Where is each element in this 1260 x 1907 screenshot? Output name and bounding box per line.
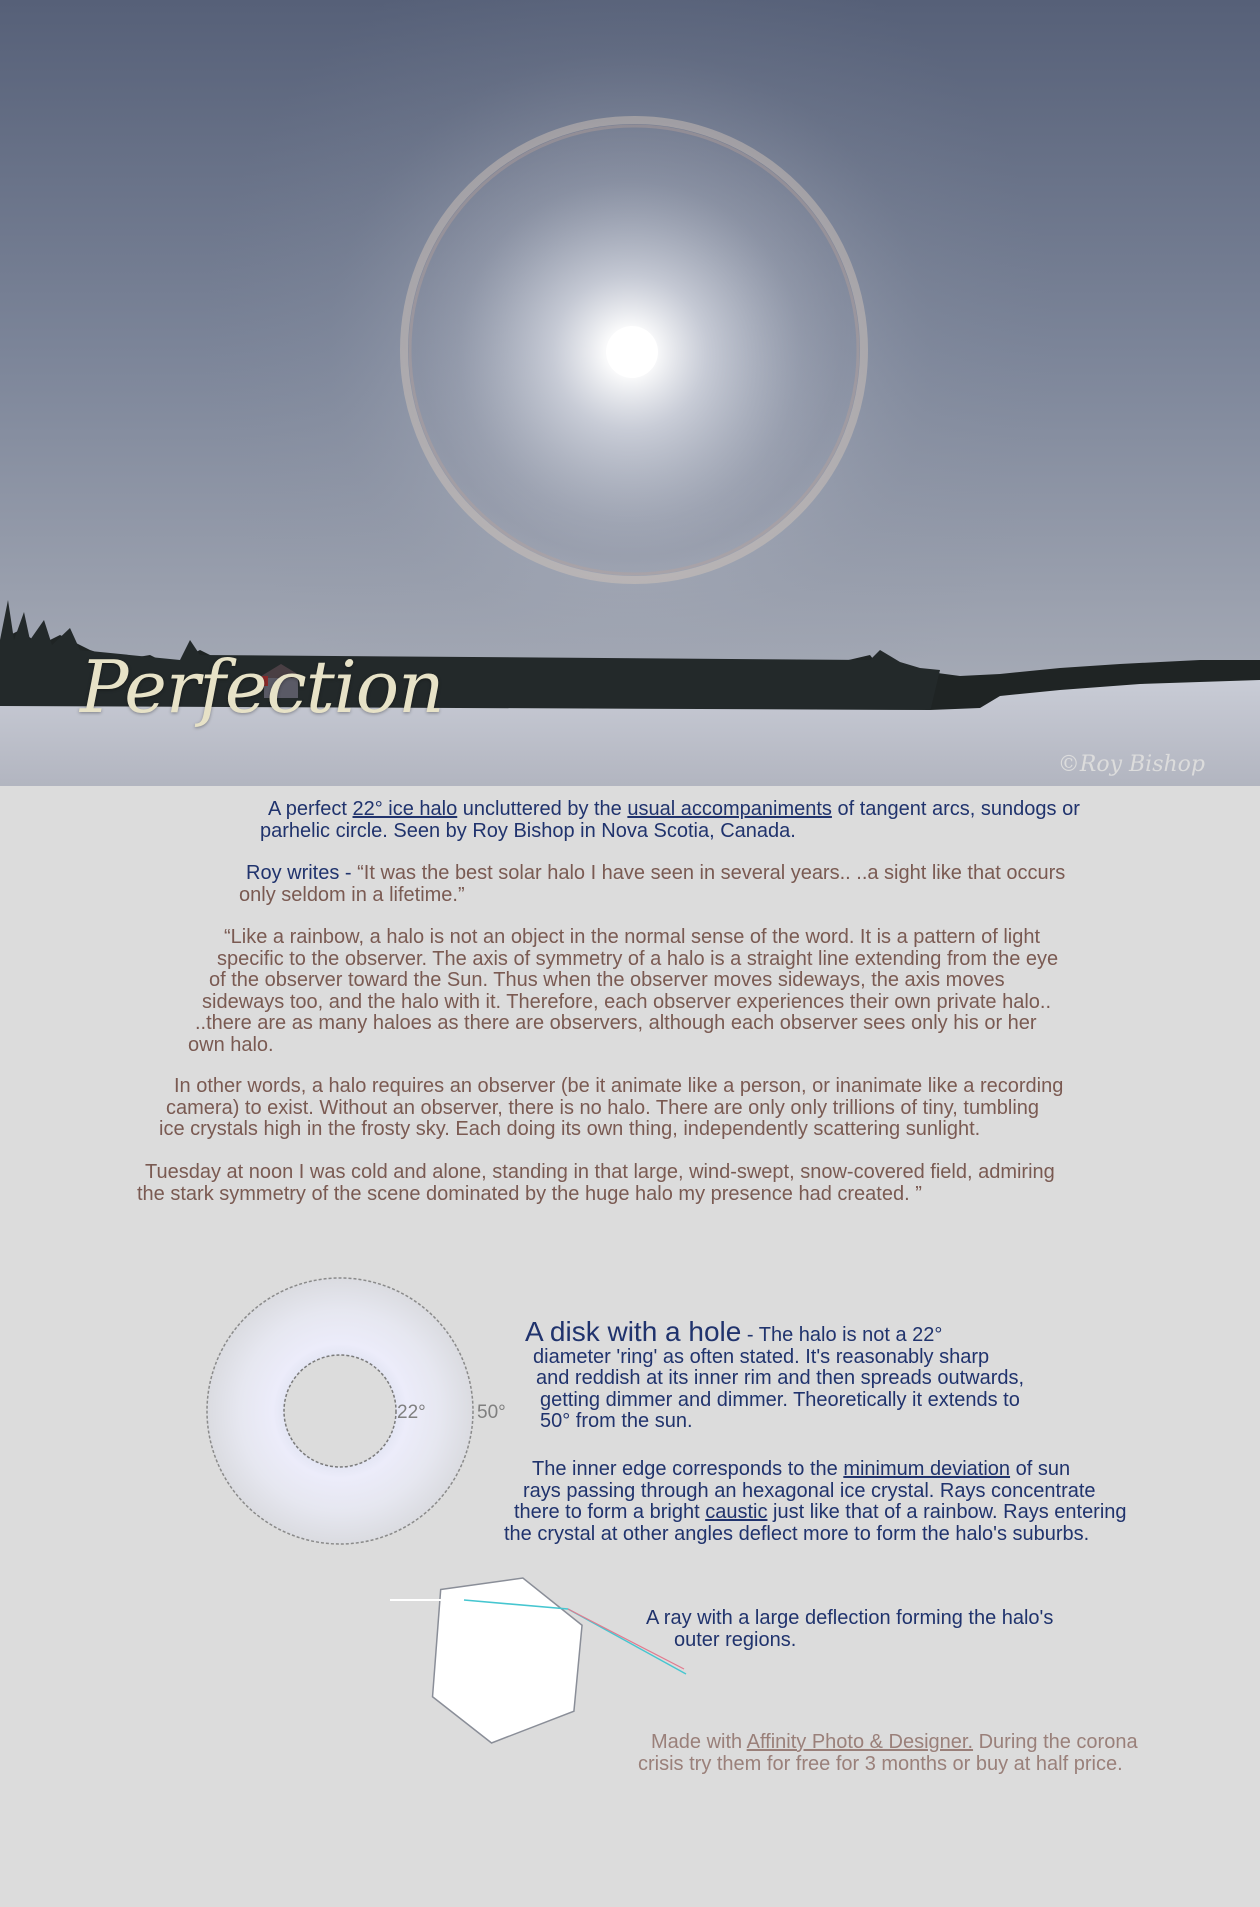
caustic-suffix: just like that of a rainbow. Rays entering xyxy=(767,1501,1127,1523)
quote-p2-line: ..there are as many haloes as there are observers, although each observer sees only his or her xyxy=(195,1012,1037,1034)
quote-p1-line-2: only seldom in a lifetime.” xyxy=(239,883,465,906)
intro-caption xyxy=(260,798,1080,842)
minimum-deviation-paragraph xyxy=(0,1459,1127,1545)
hero-photo xyxy=(0,0,1260,786)
quote-p3-line: In other words, a halo requires an observer (be it animate like a person, or inanimate like a recording xyxy=(174,1075,1064,1097)
quote-p2-line: specific to the observer. The axis of symmetry of a halo is a straight line extending from the eye xyxy=(217,947,1059,970)
ice-halo-link[interactable]: 22° ice halo xyxy=(352,798,458,820)
hexagonal-ice-crystal xyxy=(418,1571,597,1750)
disk-desc-line: 50° from the sun. xyxy=(540,1410,693,1432)
affinity-link[interactable]: Affinity Photo & Designer. xyxy=(746,1731,974,1753)
disk-desc-line: diameter 'ring' as often stated. It's reasonably sharp xyxy=(533,1345,990,1368)
photo-credit: ©Roy Bishop xyxy=(1057,752,1205,777)
quote-p4-line: Tuesday at noon I was cold and alone, standing in that large, wind-swept, snow-covered field, admiring xyxy=(145,1161,1055,1183)
made-with-footer xyxy=(0,1732,1138,1775)
quote-p2-line: of the observer toward the Sun. Thus when the observer moves sideways, the axis moves xyxy=(209,969,1005,991)
disk-desc-line: and reddish at its inner rim and then spreads outwards, xyxy=(536,1367,1025,1389)
disk-heading-tail: - The halo is not a 22° xyxy=(741,1324,943,1346)
quote-paragraph-2 xyxy=(0,927,1058,1056)
sun xyxy=(606,326,658,378)
ray-caption xyxy=(0,1608,1053,1651)
quote-p3-line: camera) to exist. Without an observer, there is no halo. There are only only trillions of tiny, tumbling xyxy=(166,1096,1040,1119)
minimum-deviation-link[interactable]: minimum deviation xyxy=(843,1458,1011,1480)
hero-title: Perfection xyxy=(80,645,444,729)
caustic-prefix: there to form a bright xyxy=(514,1501,706,1523)
quote-paragraph-1 xyxy=(239,862,1066,906)
footer-suffix: During the corona xyxy=(973,1731,1138,1753)
footer-line-2: crisis try them for free for 3 months or buy at half price. xyxy=(638,1752,1123,1775)
min-dev-line-4: the crystal at other angles deflect more to form the halo's suburbs. xyxy=(504,1522,1090,1545)
disk-heading: A disk with a hole xyxy=(525,1316,742,1347)
footer-prefix: Made with xyxy=(651,1731,747,1753)
usual-accompaniments-link[interactable]: usual accompaniments xyxy=(627,798,832,820)
inner-angle-label: 22° xyxy=(397,1402,426,1423)
intro-suffix: of tangent arcs, sundogs or xyxy=(831,798,1080,820)
ray-caption-line-1: A ray with a large deflection forming the halo's xyxy=(646,1607,1054,1629)
quote-p4-line: the stark symmetry of the scene dominated by the huge halo my presence had created. ” xyxy=(137,1182,922,1205)
ice-crystal-ray-diagram xyxy=(388,1575,700,1741)
disk-desc-line: getting dimmer and dimmer. Theoretically it extends to xyxy=(540,1388,1020,1411)
quote-p2-line: own halo. xyxy=(188,1033,274,1056)
quote-p2-line: sideways too, and the halo with it. Therefore, each observer experiences their own private halo.. xyxy=(202,990,1051,1013)
quote-paragraph-3 xyxy=(0,1076,1063,1141)
caustic-link[interactable]: caustic xyxy=(705,1501,768,1523)
intro-mid: uncluttered by the xyxy=(457,798,628,820)
intro-prefix: A perfect xyxy=(268,798,353,820)
ray-caption-line-2: outer regions. xyxy=(674,1628,797,1651)
min-dev-line-2: rays passing through an hexagonal ice crystal. Rays concentrate xyxy=(523,1479,1096,1502)
outer-angle-label: 50° xyxy=(477,1402,506,1423)
min-dev-suffix: of sun xyxy=(1010,1458,1071,1480)
roy-writes-label: Roy writes - xyxy=(246,862,358,884)
min-dev-prefix: The inner edge corresponds to the xyxy=(532,1458,844,1480)
quote-p1-line-1: “It was the best solar halo I have seen in several years.. ..a sight like that occurs xyxy=(357,862,1066,884)
quote-paragraph-4 xyxy=(0,1162,1055,1205)
intro-line-2: parhelic circle. Seen by Roy Bishop in Nova Scotia, Canada. xyxy=(260,819,796,842)
quote-p2-line: “Like a rainbow, a halo is not an object in the normal sense of the word. It is a pattern of light xyxy=(224,926,1041,948)
disk-description xyxy=(0,1316,1025,1433)
quote-p3-line: ice crystals high in the frosty sky. Each doing its own thing, independently scattering sunlight. xyxy=(159,1118,981,1140)
